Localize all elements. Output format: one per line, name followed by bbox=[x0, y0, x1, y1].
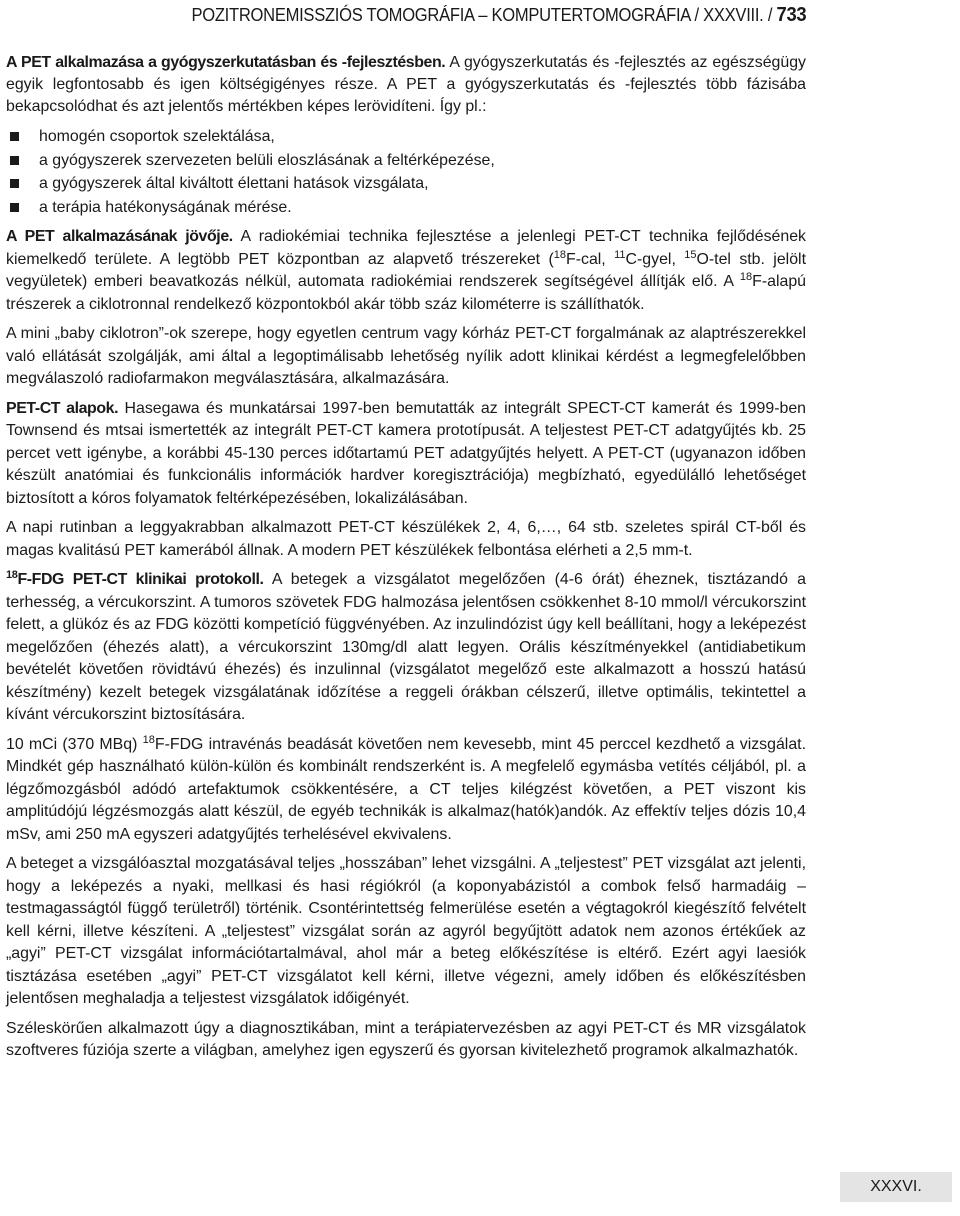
section-heading: $^{18}$F-FDG PET-CT klinikai protokoll. bbox=[6, 569, 264, 588]
paragraph-future: A PET alkalmazásának jövője. A radiokémiai technika fejlesztése a jelenlegi PET-CT technika fejlődésének kiemelkedő területe. A legtöbb PET központban az alapvető trészereket ($^{18}$F-cal, $^{11}$C-gyel, $^{15}$O-tel stb. jelölt vegyületek) emberi beavatkozás nélkül, automata radiokémiai rendszerek segítségével állítják elő. A $^{18}$F-alapú trészerek a ciklotronnal rendelkező központokból akár több száz kilométerre is szállíthatók. bbox=[6, 228, 807, 313]
paragraph-baby-cyclotron: A mini „baby ciklotron”-ok szerepe, hogy egyetlen centrum vagy kórház PET-CT forgalmának az alaptrészerekkel való ellátását szolgálják, ami által a legoptimálisabb lehetőség nyílik adott klinikai kérdést a legmegfelelőbben megválaszoló radiofarmakon megválasztására, alkalmazására. bbox=[6, 325, 806, 387]
paragraph-whole-body: A beteget a vizsgálóasztal mozgatásával teljes „hosszában” lehet vizsgálni. A „teljestest” PET vizsgálat azt jelenti, hogy a leképezés a nyaki, mellkasi és hasi régiókról (a koponyabázistól a combok felső harmadáig – testmagasságtól függő területről) történik. Csontérintettség felmerülése esetén a végtagokról kiegészítő felvételt kell kérni, illetve készíteni. A „teljestest” vizsgálat során az agyról begyűjtött adatok nem azonos értékűek az „agyi” PET-CT vizsgálat információtartalmával, ahol már a beteg előkészítése is eltérő. Ezért agyi laesiók tisztázása esetében „agyi” PET-CT vizsgálatot kell kérni, illetve végezni, amely időben és előkészítésben jelentősen meghaladja a teljestest vizsgálatok időigényét. bbox=[6, 855, 806, 1007]
paragraph-fusion: Széleskörűen alkalmazott úgy a diagnosztikában, mint a terápiatervezésben az agyi PET-CT és MR vizsgálatok szoftveres fúziója szerte a világban, amelyhez igen egyszerű és gyorsan kivitelezhető programok alkalmazhatók. bbox=[6, 1019, 806, 1059]
section-heading: A PET alkalmazásának jövője. bbox=[6, 228, 233, 245]
article-body bbox=[6, 52, 806, 1070]
list-item: a terápia hatékonyságának mérése. bbox=[6, 196, 806, 220]
paragraph-fdg-protocol: $^{18}$F-FDG PET-CT klinikai protokoll. A betegek a vizsgálatot megelőzően (4-6 órát) éheznek, tisztázandó a terhesség, a vércukorszint. A tumoros szövetek FDG halmozása jelentősen csökkenhet 8-10 mmol/l vércukorszint felett, a glükóz és az FDG közötti kompetíció függvényében. Az inzulindózist úgy kell beállítani, hogy a leképezést megelőzően (éhezés alatt), a vércukorszint 130mg/dl alatt legyen. Orális készítményekkel (antidiabetikum bevételét követően rövidtávú éhezés) és inzulinnal (vizsgálatot megelőző este alkalmazott a hosszú hatású készítmény) kezelt betegek vizsgálatának időzítése a reggeli órákban célszerű, illetve optimális, tekintettel a kívánt vércukorszint biztosítására. bbox=[6, 569, 806, 723]
running-header bbox=[191, 4, 806, 27]
bullet-list bbox=[6, 125, 806, 219]
section-heading: A PET alkalmazása a gyógyszerkutatásban és -fejlesztésben. bbox=[6, 54, 446, 71]
list-item: homogén csoportok szelektálása, bbox=[6, 125, 806, 149]
volume-tag: XXXVI. bbox=[840, 1172, 952, 1202]
paragraph-dose: 10 mCi (370 MBq) $^{18}$F-FDG intravénás beadását követően nem kevesebb, mint 45 perccel kezdhető a vizsgálat. Mindkét gép használható külön-külön és kombinált rendszerként is. A megfelelő egymásba vetítés céljából, pl. a légzőmozgásból adódó artefaktumok csökkentésére, a CT teljes kilégzést követően, a PET viszont kis amplitúdójú légzésmozgás alatt készül, de egyéb technikák is alkalmaz(hatók)andók. Az effektív teljes dózis 10,4 mSv, ami 250 mA egyszeri adatgyűjtés terhelésével ekvivalens. bbox=[6, 733, 806, 843]
paragraph-drug-research: A PET alkalmazása a gyógyszerkutatásban és -fejlesztésben. A gyógyszerkutatás és -fejlesztés az egészségügy egyik legfontosabb és igen költségigényes része. A PET a gyógyszerkutatás és -fejlesztés több fázisába bekapcsolódhat és azt jelentős mértékben képes lerövidíteni. Így pl.: bbox=[6, 54, 806, 115]
section-heading: PET-CT alapok. bbox=[6, 399, 119, 417]
running-title: POZITRONEMISSZIÓS TOMOGRÁFIA – KOMPUTERTOMOGRÁFIA / XXXVIII. / bbox=[191, 5, 777, 25]
list-item: a gyógyszerek által kiváltott élettani hatások vizsgálata, bbox=[6, 172, 806, 196]
page-number: 733 bbox=[776, 4, 806, 26]
paragraph-pet-ct-basics: PET-CT alapok. Hasegawa és munkatársai 1997-ben bemutatták az integrált SPECT-CT kamerát és 1999-ben Townsend és mtsai ismertették az integrált PET-CT kamera prototípusát. A teljestest PET-CT adatgyűjtés kb. 25 percet vett igénybe, a korábbi 45-130 perces időtartamú PET adatgyűjtés helyett. A PET-CT (ugyanazon időben készült anatómiai és funkcionális információk hardver koregisztrációja) megbízható, egyedülálló lehetőséget biztosított a kóros folyamatok feltérképezésében, lokalizálásában. bbox=[6, 399, 806, 507]
paragraph-devices: A napi rutinban a leggyakrabban alkalmazott PET-CT készülékek 2, 4, 6,…, 64 stb. szeletes spirál CT-ből és magas kvalitású PET kamerából állnak. A modern PET készülékek felbontása elérheti a 2,5 mm-t. bbox=[6, 519, 806, 559]
list-item: a gyógyszerek szervezeten belüli eloszlásának a feltérképezése, bbox=[6, 149, 806, 173]
